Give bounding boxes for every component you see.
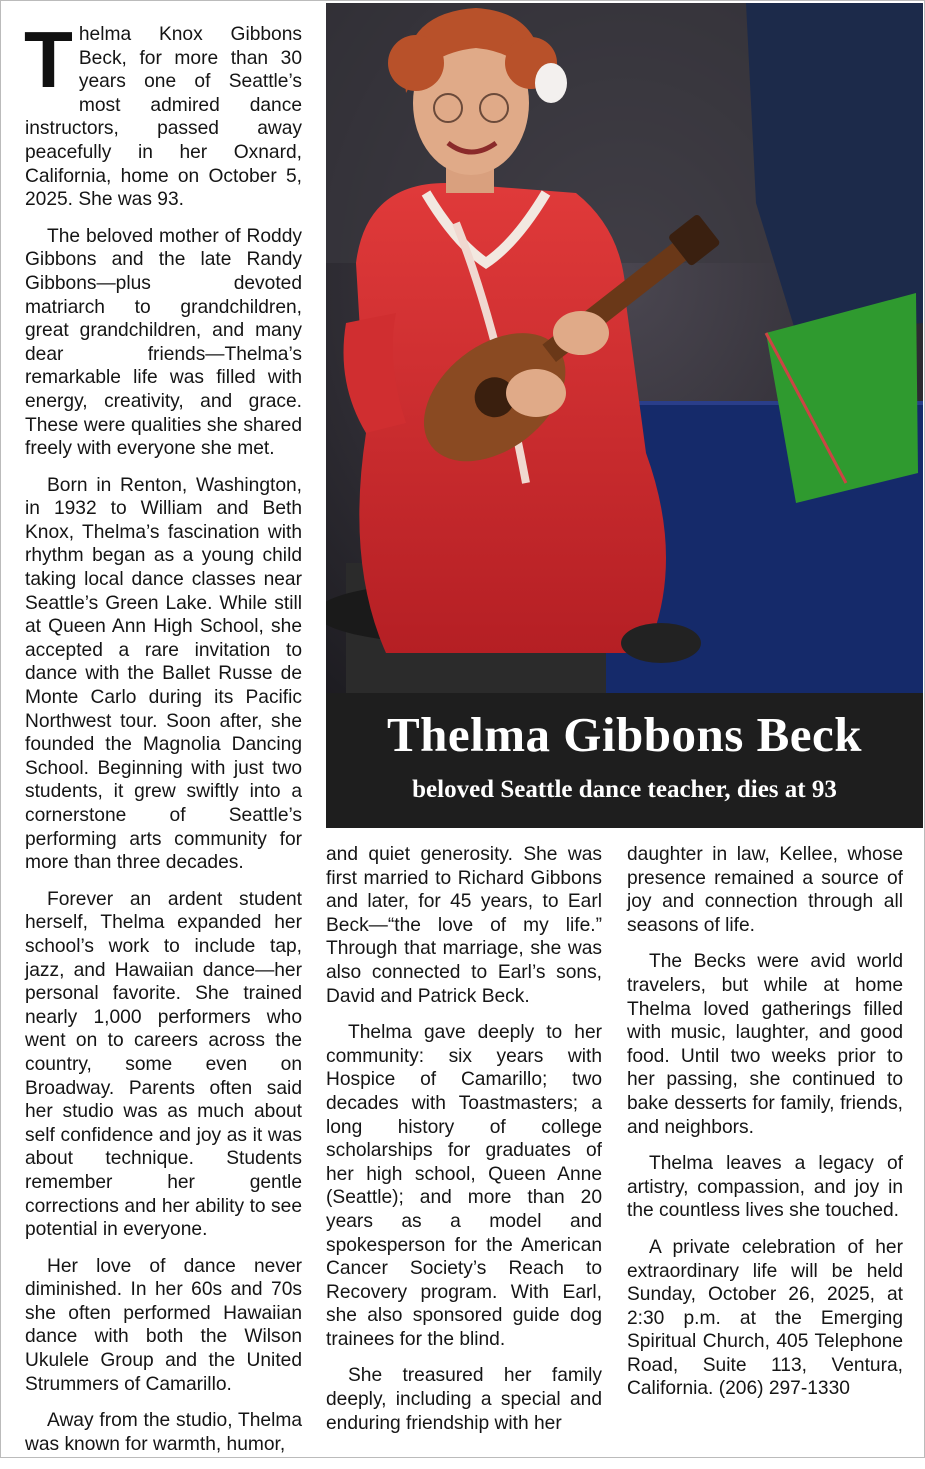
portrait-photo-illustration (326, 3, 923, 693)
paragraph-community: Thelma gave deeply to her community: six years with Hospice of Camarillo; two decades with Toastmasters; a long history of college scholarships for graduates of her high school, Queen Anne (Seattle); and more than 20 years as a model and spokesperson for the American Cancer Society’s Reach to Recovery program. With Earl, she also sponsored guide dog trainees for the blind. (326, 1022, 602, 1350)
paragraph-personal-start: Away from the studio, Thelma was known for warmth, humor, (25, 1410, 302, 1455)
article-column-middle (326, 843, 602, 1448)
subheadline: beloved Seattle dance teacher, dies at 93 (412, 776, 837, 803)
paragraph-opening: Thelma Knox Gibbons Beck, for more than 30 years one of Seattle’s most admired dance instructors, passed away peacefully in her Oxnard, California, home on October 5, 2025. She was 93. (24, 15, 302, 211)
paragraph-legacy: Thelma leaves a legacy of artistry, compassion, and joy in the countless lives she touched. (627, 1153, 903, 1222)
article-column-right (627, 843, 903, 1414)
paragraph-travel: The Becks were avid world travelers, but while at home Thelma loved gatherings filled with music, laughter, and good food. Until two weeks prior to her passing, she continued to bake desserts for family, friends, and neighbors. (627, 951, 903, 1138)
article-column-left (24, 15, 302, 1469)
paragraph-family: The beloved mother of Roddy Gibbons and the late Randy Gibbons—plus devoted matriarch to grandchildren, great grandchildren, and many dear friends—Thelma’s remarkable life was filled with energy, creativity, and grace. These were qualities she shared freely with everyone she met. (25, 225, 302, 460)
headline: Thelma Gibbons Beck (386, 707, 863, 762)
drop-cap: T (24, 15, 73, 104)
paragraph-later-dance: Her love of dance never diminished. In her 60s and 70s she often performed Hawaiian dance with both the Wilson Ukulele Group and the United Strummers of Camarillo. (25, 1255, 302, 1395)
portrait-photo (326, 3, 923, 693)
paragraph-early-life: Born in Renton, Washington, in 1932 to William and Beth Knox, Thelma’s fascination with rhythm began as a young child taking local dance classes near Seattle’s Green Lake. While still at Queen Ann High School, she accepted a rare invitation to dance with the Ballet Russe de Monte Carlo during its Pacific Northwest tour. Soon after, she founded the Magnolia Dancing School. Beginning with just two students, it grew swiftly into a cornerstone of Seattle’s performing arts community for more than three decades. (25, 474, 302, 874)
headline-banner (326, 693, 923, 828)
paragraph-marriage: and quiet generosity. She was first married to Richard Gibbons and later, for 45 years, to Earl Beck—“the love of my life.” Through that marriage, she was also connected to Earl’s sons, David and Patrick Beck. (326, 844, 602, 1007)
paragraph-daughter-in-law: daughter in law, Kellee, whose presence remained a source of joy and connection through all seasons of life. (627, 844, 903, 936)
paragraph-teaching: Forever an ardent student herself, Thelma expanded her school’s work to include tap, jazz, and Hawaiian dance—her personal favorite. She trained nearly 1,000 performers who went on to careers across the country, some even on Broadway. Parents often said her studio was as much about self confidence and joy as it was about technique. Students remember her gentle corrections and her ability to see potential in everyone. (25, 888, 302, 1241)
paragraph-family-friendship: She treasured her family deeply, including a special and enduring friendship with her (326, 1365, 602, 1434)
paragraph-celebration: A private celebration of her extraordinary life will be held Sunday, October 26, 2025, at 2:30 p.m. at the Emerging Spiritual Church, 405 Telephone Road, Suite 113, Ventura, California. (206) 297-1330 (627, 1236, 903, 1400)
